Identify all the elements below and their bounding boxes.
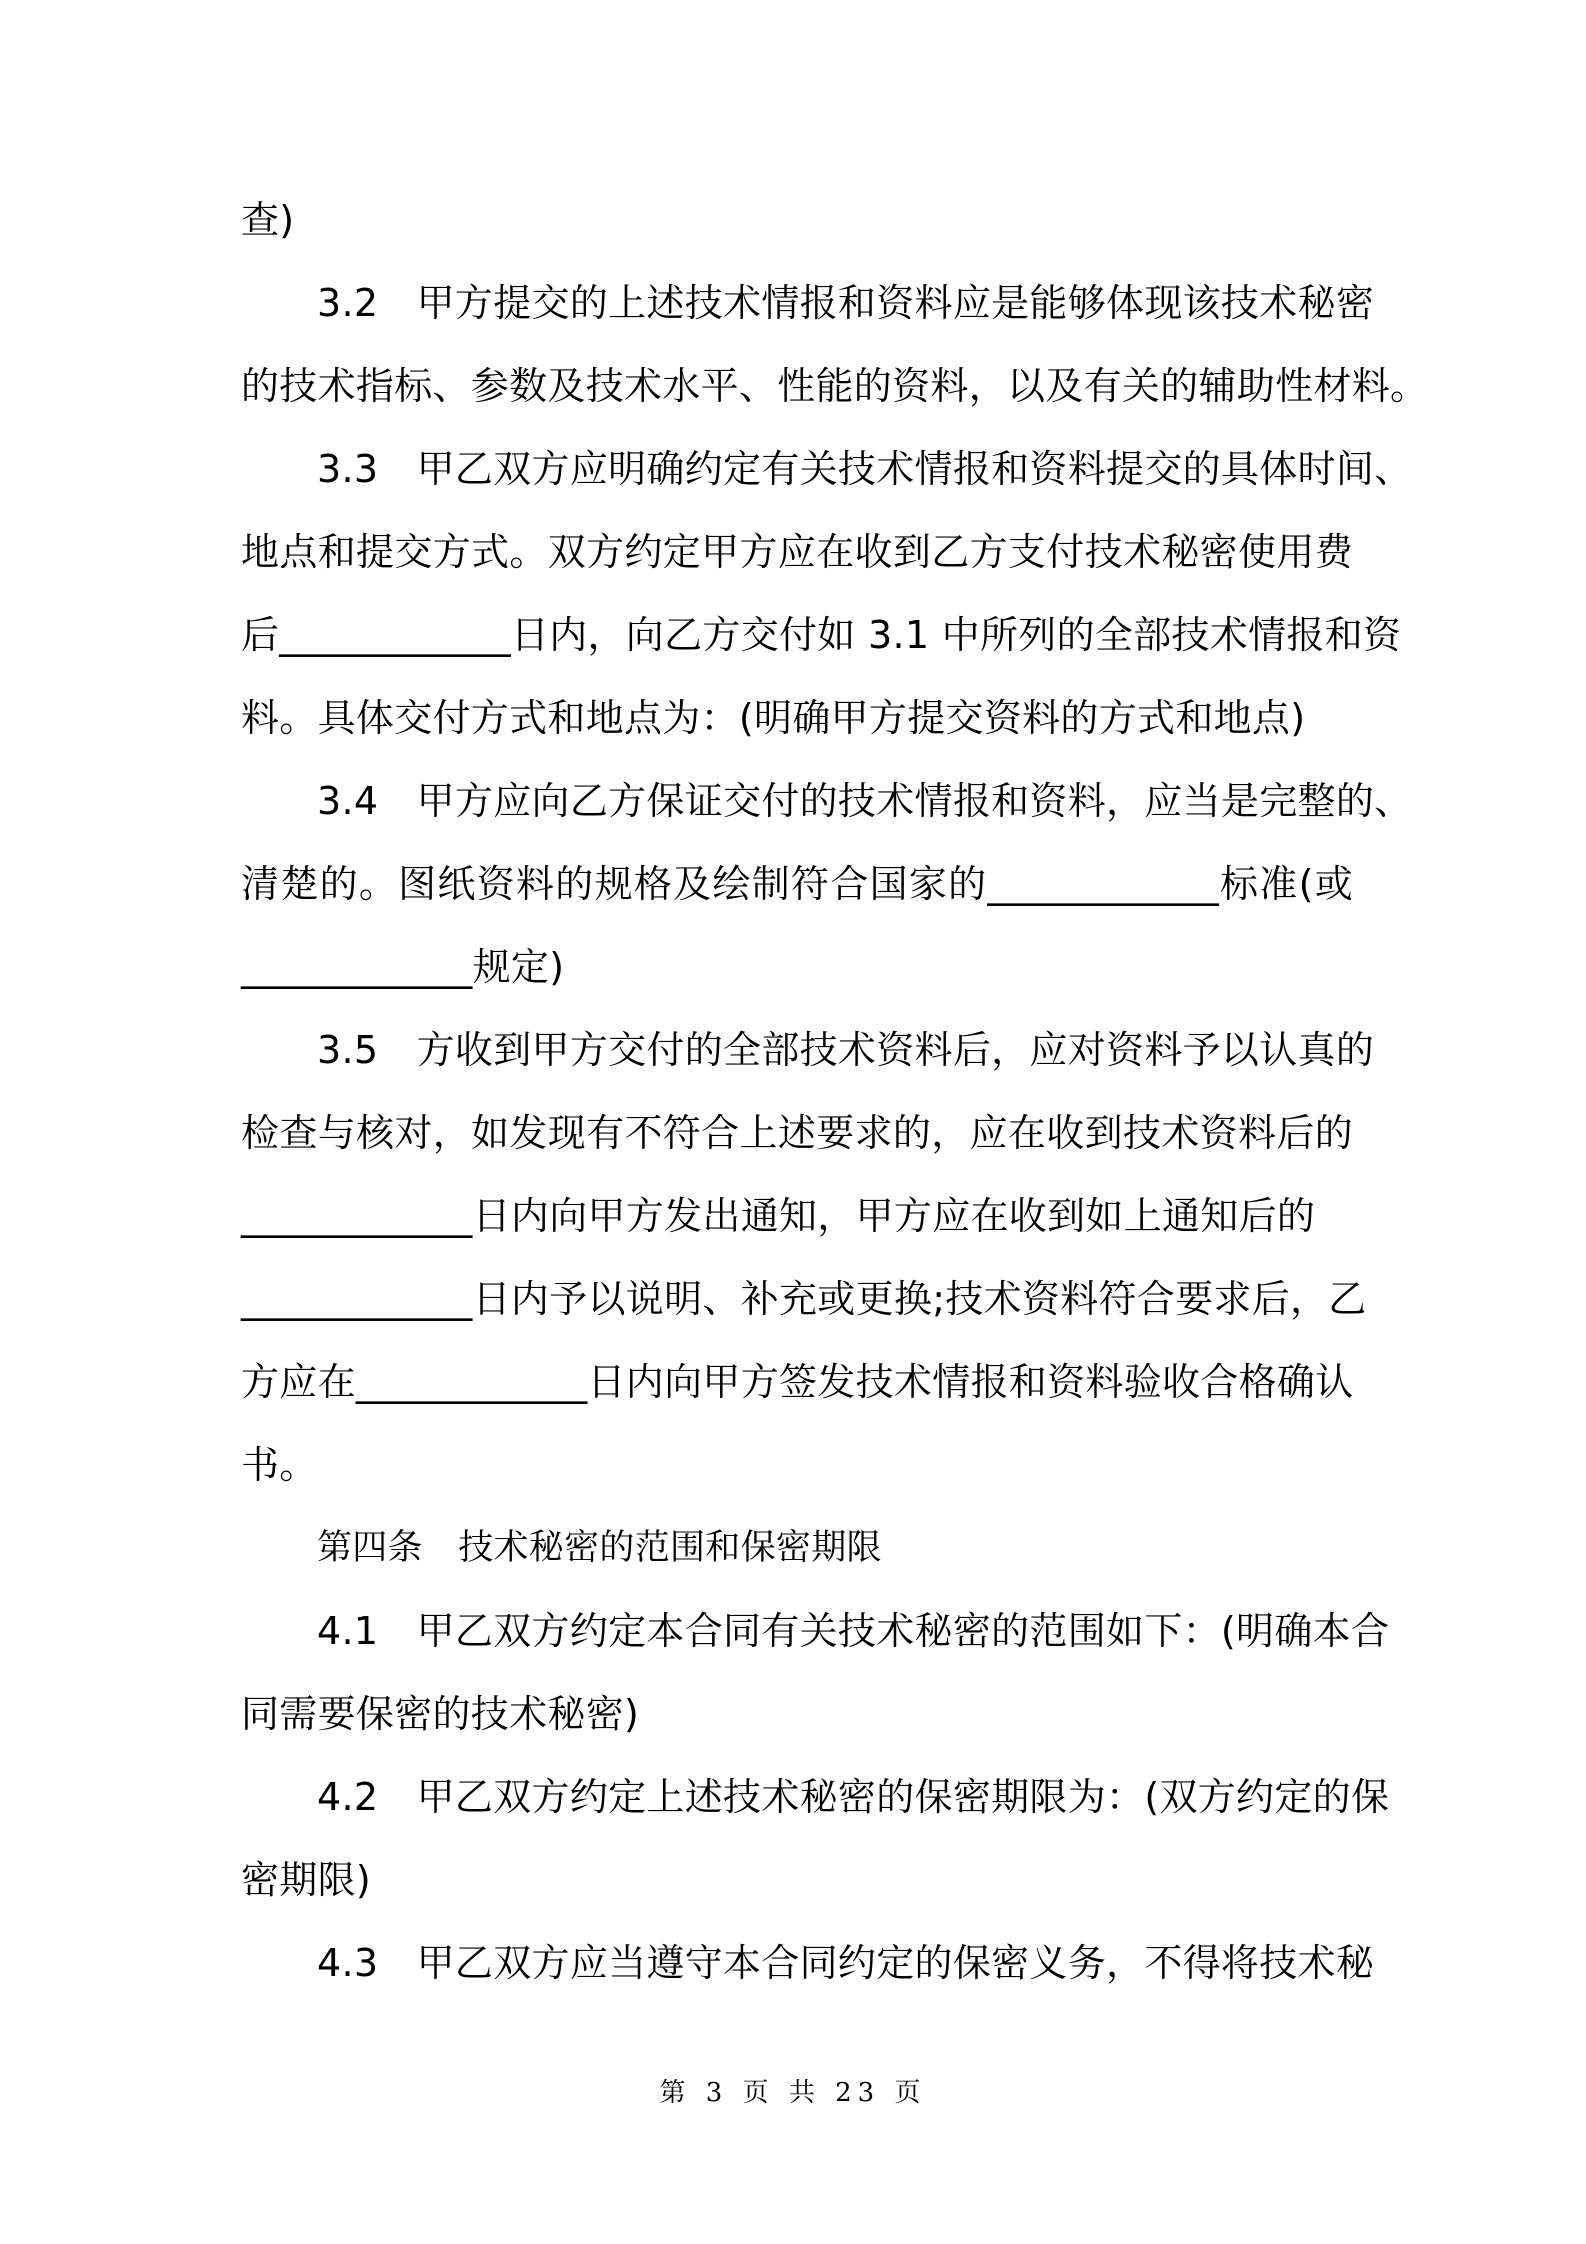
text-line: ____________规定)	[241, 945, 565, 989]
text-line: 方应在____________日内向甲方签发技术情报和资料验收合格确认	[241, 1360, 1354, 1404]
text-line: 后____________日内，向乙方交付如 3.1 中所列的全部技术情报和资	[241, 613, 1402, 657]
clause-3-4: 3.4 甲方应向乙方保证交付的技术情报和资料，应当是完整的、	[317, 779, 1413, 823]
text-line: 地点和提交方式。双方约定甲方应在收到乙方支付技术秘密使用费	[241, 530, 1353, 574]
text-line: 书。	[241, 1443, 318, 1487]
text-line: 料。具体交付方式和地点为：(明确甲方提交资料的方式和地点)	[241, 696, 1306, 740]
text-line: 检查与核对，如发现有不符合上述要求的，应在收到技术资料后的	[241, 1111, 1353, 1155]
article-4-heading: 第四条 技术秘密的范围和保密期限	[317, 1528, 882, 1568]
text-line: 的技术指标、参数及技术水平、性能的资料，以及有关的辅助性材料。	[241, 364, 1429, 408]
clause-3-5: 3.5 方收到甲方交付的全部技术资料后，应对资料予以认真的	[317, 1028, 1375, 1072]
text-line: 查)	[241, 198, 295, 242]
clause-3-2: 3.2 甲方提交的上述技术情报和资料应是能够体现该技术秘密	[317, 281, 1375, 325]
text-line: 同需要保密的技术秘密)	[241, 1692, 640, 1736]
clause-4-1: 4.1 甲乙双方约定本合同有关技术秘密的范围如下：(明确本合	[317, 1609, 1390, 1653]
clause-3-3: 3.3 甲乙双方应明确约定有关技术情报和资料提交的具体时间、	[317, 447, 1413, 491]
clause-4-3: 4.3 甲乙双方应当遵守本合同约定的保密义务，不得将技术秘	[317, 1941, 1375, 1985]
text-line: 密期限)	[241, 1858, 372, 1902]
text-line: ____________日内向甲方发出通知，甲方应在收到如上通知后的	[241, 1194, 1316, 1238]
page-number: 第 3 页 共 23 页	[659, 2078, 927, 2108]
text-line: 清楚的。图纸资料的规格及绘制符合国家的____________标准(或	[241, 862, 1353, 906]
clause-4-2: 4.2 甲乙双方约定上述技术秘密的保密期限为：(双方约定的保	[317, 1775, 1390, 1819]
text-line: ____________日内予以说明、补充或更换;技术资料符合要求后，乙	[241, 1277, 1367, 1321]
